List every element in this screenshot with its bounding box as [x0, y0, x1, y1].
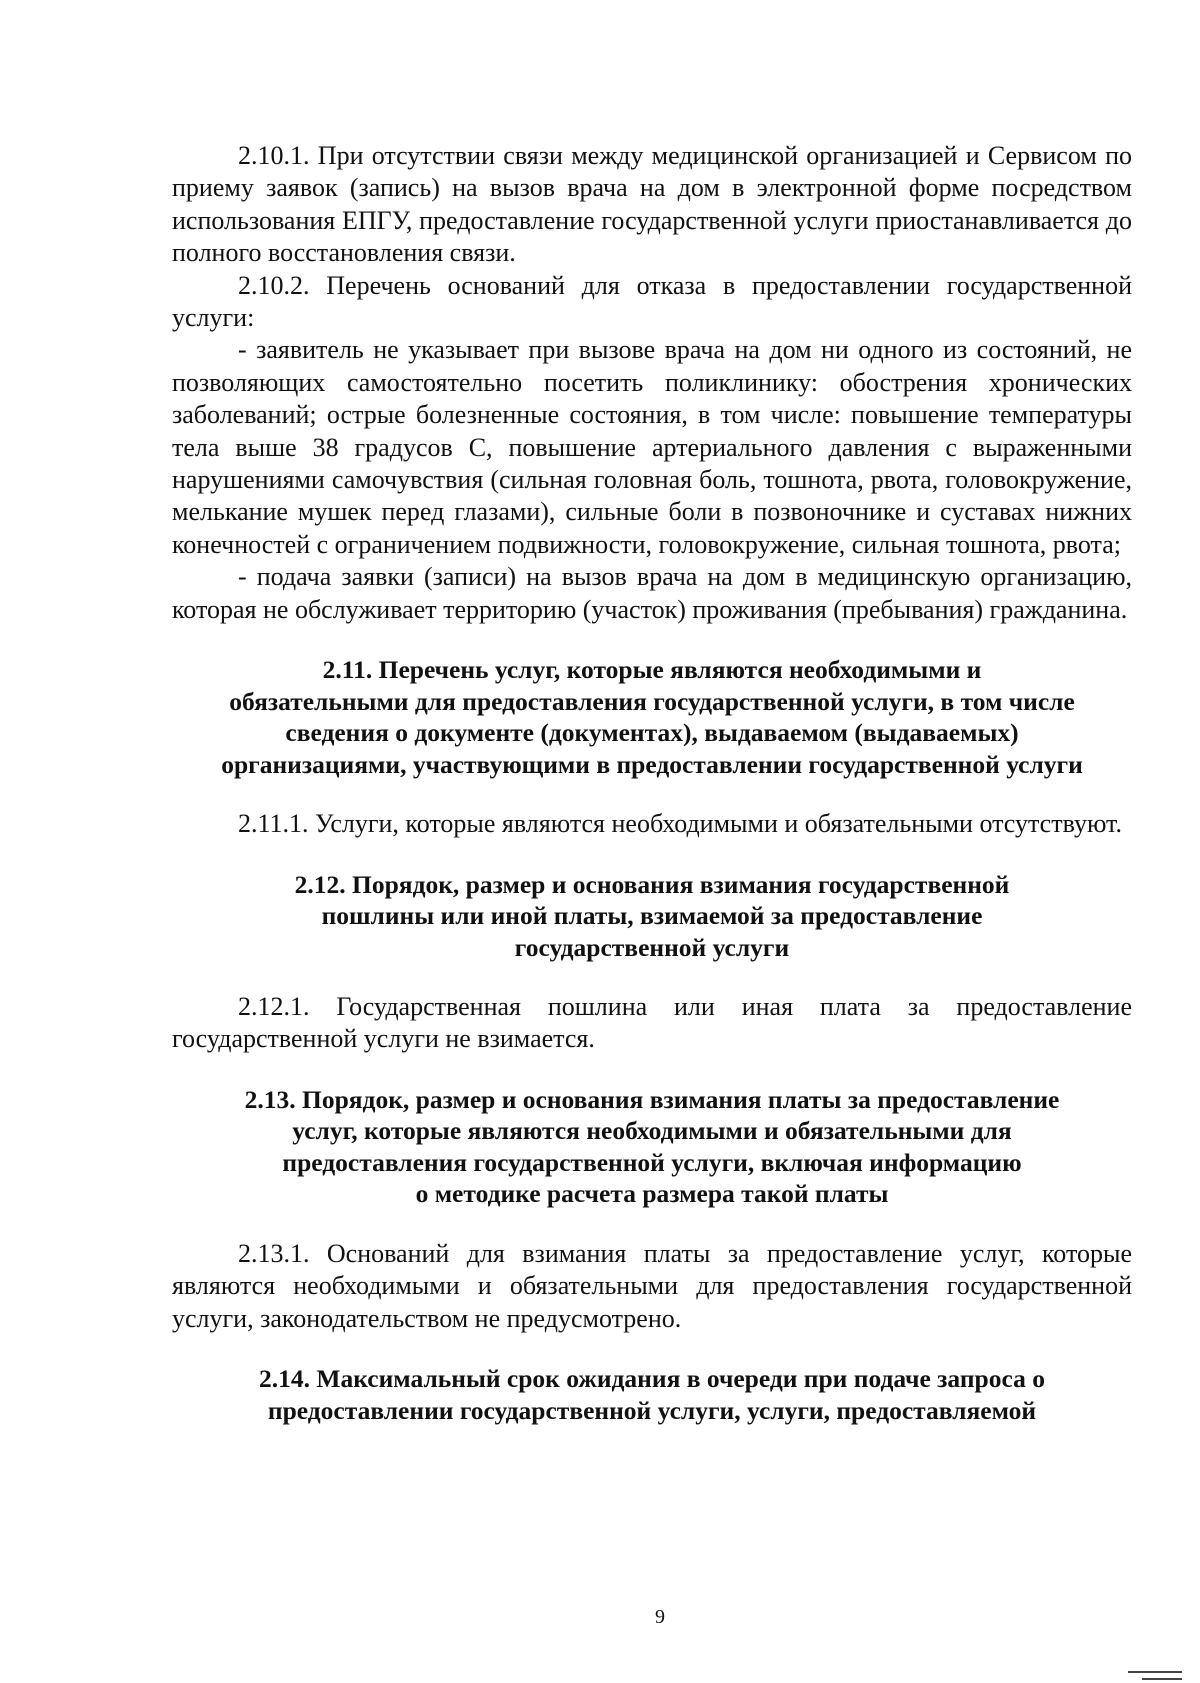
paragraph-2-11-1: 2.11.1. Услуги, которые являются необходимыми и обязательными отсутствуют. — [238, 809, 1122, 839]
paragraph-2-13-1: 2.13.1. Оснований для взимания платы за предоставление услуг, которые являются необходимыми и обязательными для предоставления государственной услуги, законодательством не предусмотрено. — [172, 1238, 1132, 1333]
heading-2-14 — [172, 1363, 1132, 1426]
paragraph-refusal-ground-2: - подача заявки (записи) на вызов врача на дом в медицинскую организацию, которая не обслуживает территорию (участок) проживания (пребывания) гражданина. — [172, 562, 1132, 624]
heading-line: 2.11. Перечень услуг, которые являются необходимыми и — [322, 655, 982, 685]
heading-2-13 — [172, 1084, 1132, 1210]
paragraph-2-10-1: 2.10.1. При отсутствии связи между медицинской организацией и Сервисом по приему заявок (запись) на вызов врача на дом в электронной форме посредством использования ЕПГУ, предоставление государственной услуги приостанавливается до полного восстановления связи. — [172, 141, 1132, 268]
heading-line: сведения о документе (документах), выдаваемом (выдаваемых) — [285, 718, 1019, 748]
heading-line: предоставлении государственной услуги, услуги, предоставляемой — [267, 1395, 1037, 1425]
heading-line: предоставления государственной услуги, включая информацию — [282, 1147, 1022, 1177]
heading-line: организациями, участвующими в предоставлении государственной услуги — [221, 749, 1083, 779]
paragraph-2-10-2: 2.10.2. Перечень оснований для отказа в предоставлении государственной услуги: — [172, 270, 1132, 333]
document-page — [172, 140, 1132, 1426]
paragraph-refusal-ground-1: - заявитель не указывает при вызове врача на дом ни одного из состояний, не позволяющих самостоятельно посетить поликлинику: обострения хронических заболеваний; острые болезненные состояния, в том числе: повышение температуры тела выше 38 градусов С, повышение артериального давления с выраженными нарушениями самочувствия (сильная головная боль, тошнота, рвота, головокружение, мелькание мушек перед глазами), сильные боли в позвоночнике и суставах нижних конечностей с ограничением подвижности, головокружение, сильная тошнота, рвота; — [172, 335, 1132, 559]
heading-line: услуг, которые являются необходимыми и обязательными для — [292, 1116, 1012, 1146]
heading-line: 2.13. Порядок, размер и основания взимания платы за предоставление — [244, 1084, 1060, 1114]
scan-edge-mark — [1142, 1678, 1182, 1680]
heading-2-12 — [172, 869, 1132, 964]
heading-line: о методике расчета размера такой платы — [415, 1179, 889, 1209]
heading-line: 2.14. Максимальный срок ожидания в очереди при подаче запроса о — [259, 1364, 1045, 1394]
scan-edge-mark — [1128, 1671, 1182, 1673]
heading-2-11 — [172, 654, 1132, 780]
heading-line: 2.12. Порядок, размер и основания взимания государственной — [294, 869, 1010, 899]
paragraph-2-12-1: 2.12.1. Государственная пошлина или иная плата за предоставление государственной услуги не взимается. — [172, 992, 1132, 1054]
heading-line: пошлины или иной платы, взимаемой за предоставление — [321, 901, 983, 930]
heading-line: обязательными для предоставления государственной услуги, в том числе — [229, 686, 1075, 716]
page-number: 9 — [655, 1606, 665, 1628]
heading-line: государственной услуги — [514, 932, 790, 962]
